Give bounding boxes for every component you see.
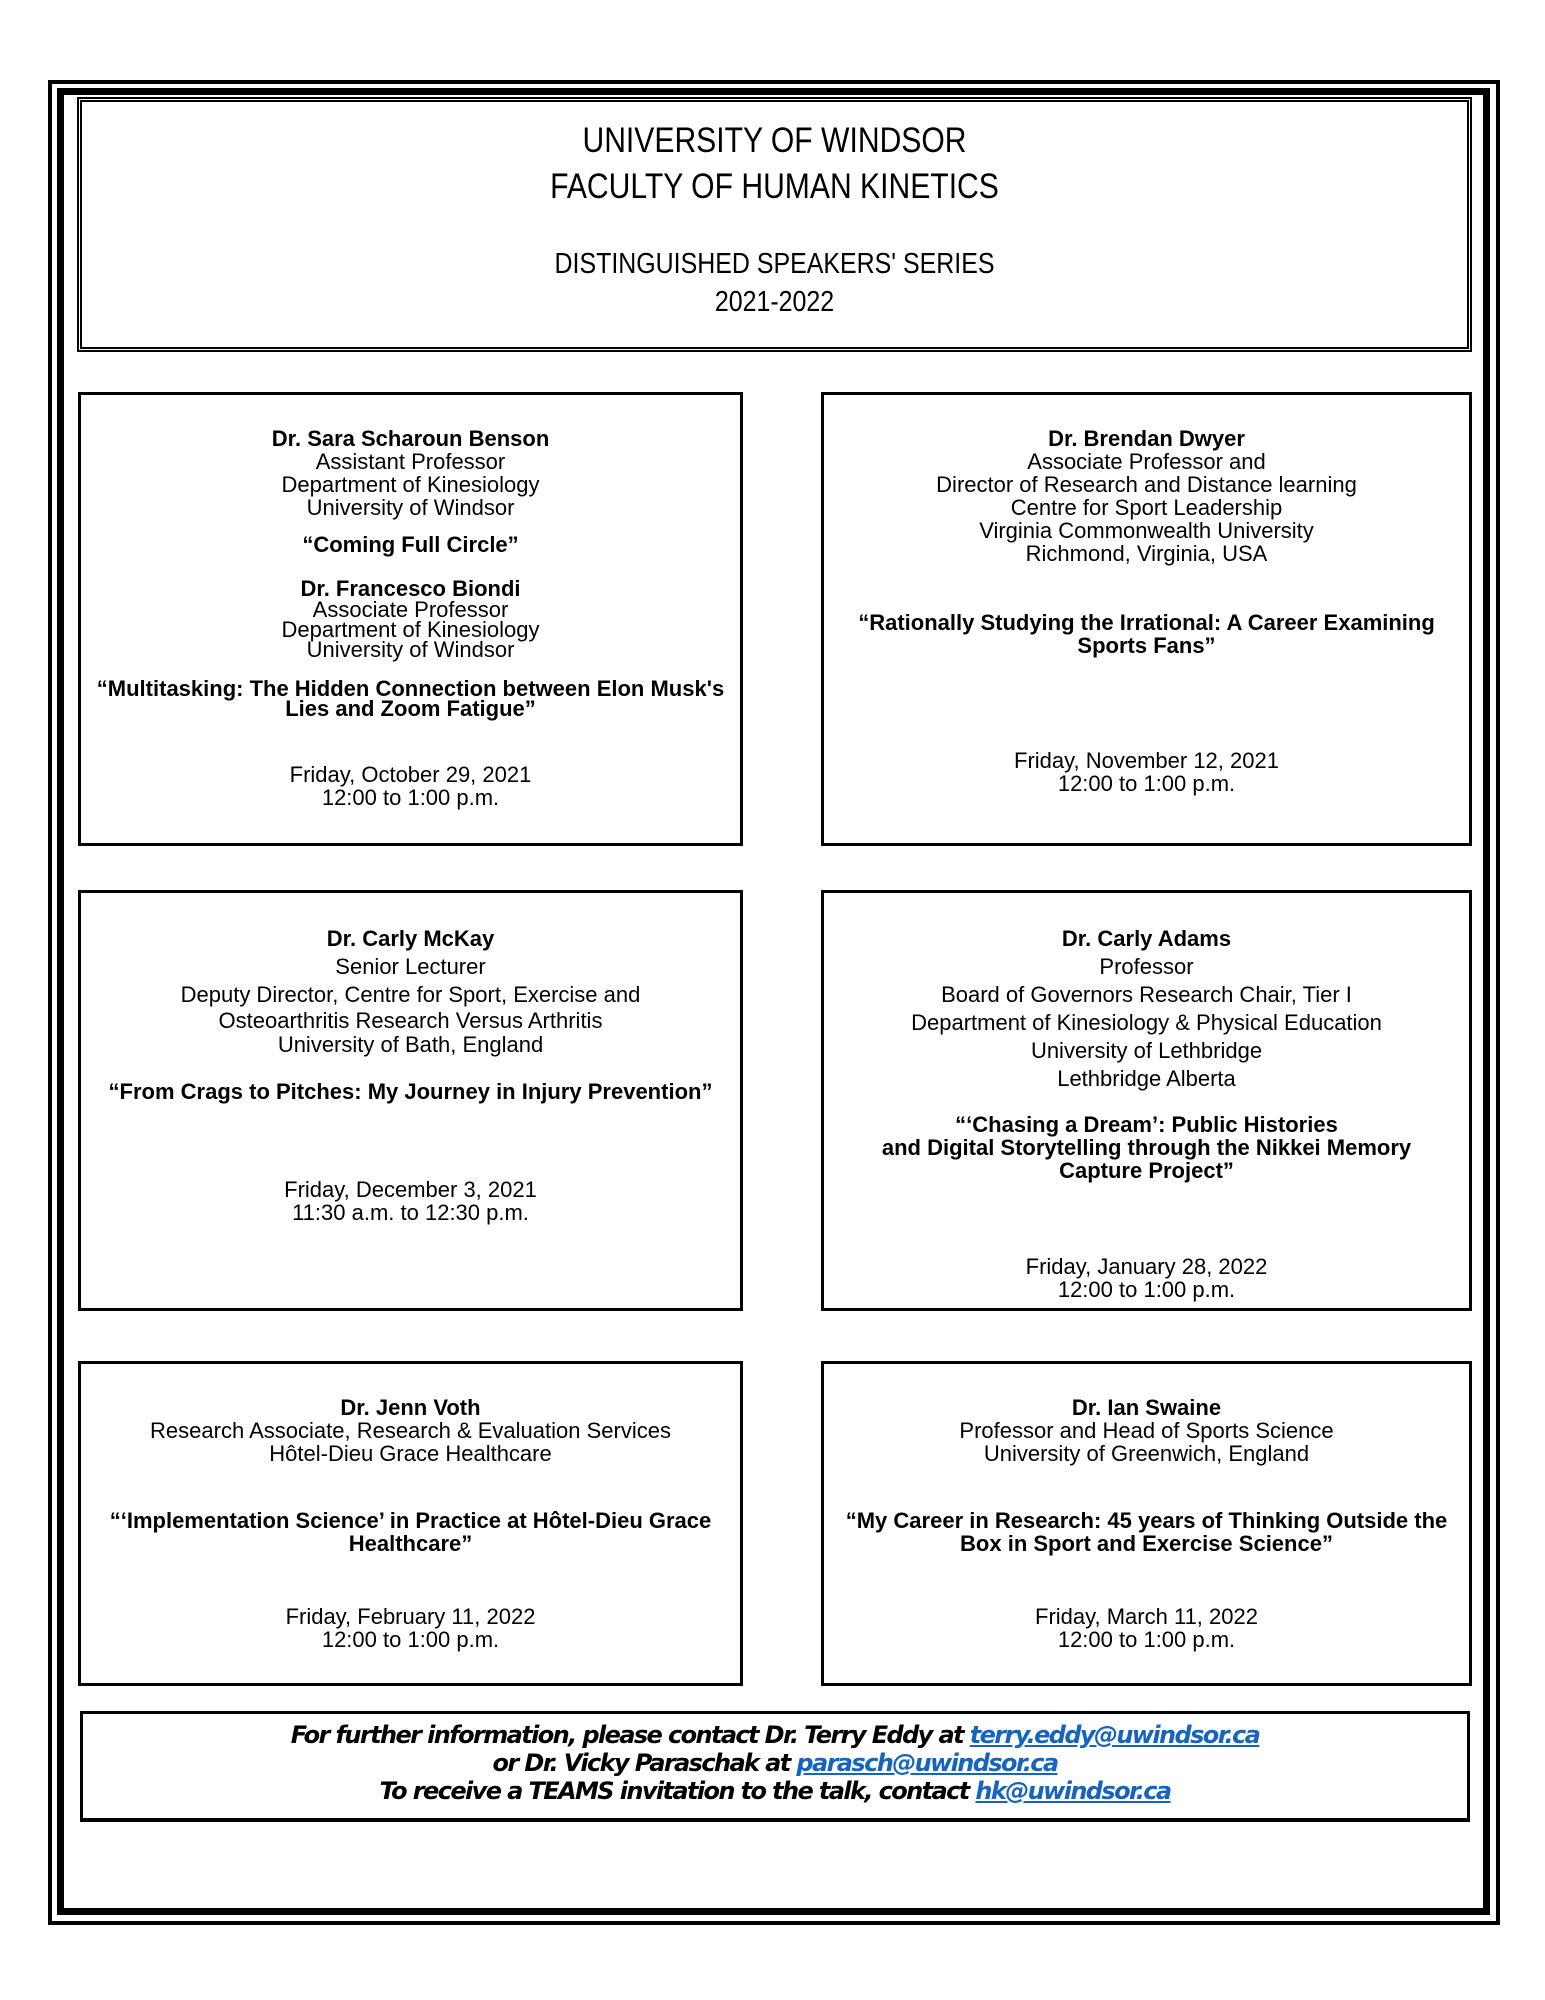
talk-title: [824, 611, 1469, 657]
speaker-affiliation: Osteoarthritis Research Versus Arthritis: [218, 1008, 603, 1033]
event-datetime: [824, 749, 1469, 795]
speaker-affiliation: Research Associate, Research & Evaluation Services: [150, 1418, 671, 1443]
event-date: Friday, February 11, 2022: [285, 1604, 536, 1629]
talk-title-line: Healthcare”: [348, 1531, 473, 1556]
speaker-affiliation: University of Windsor: [306, 637, 515, 662]
talk-title-line: “Coming Full Circle”: [302, 532, 519, 557]
talk-title-line: and Digital Storytelling through the Nikkei Memory: [881, 1135, 1412, 1160]
speaker-affiliation: Department of Kinesiology: [281, 617, 540, 642]
speaker-affiliation: Virginia Commonwealth University: [979, 518, 1314, 543]
speaker-affiliation: Senior Lecturer: [335, 954, 486, 979]
speaker-affiliation: University of Bath, England: [277, 1032, 544, 1057]
email-link-hk[interactable]: hk@uwindsor.ca: [975, 1777, 1171, 1805]
event-datetime: [81, 1605, 740, 1651]
header-institution: [179, 118, 1370, 210]
speaker-name: Dr. Sara Scharoun Benson: [271, 426, 550, 451]
event-time: 11:30 a.m. to 12:30 p.m.: [292, 1200, 529, 1225]
event-card: [821, 392, 1472, 846]
speaker-block: [81, 577, 740, 660]
speaker-name: Dr. Ian Swaine: [1071, 1395, 1222, 1420]
speaker-name: Dr. Carly Adams: [1061, 926, 1232, 951]
speaker-block: [81, 1396, 740, 1465]
speaker-block: [824, 925, 1469, 1093]
speaker-affiliation: Professor: [1099, 954, 1194, 979]
speaker-affiliation: Richmond, Virginia, USA: [1025, 541, 1268, 566]
speaker-affiliation: Department of Kinesiology: [281, 472, 540, 497]
speaker-name: Dr. Carly McKay: [326, 926, 495, 951]
event-date: Friday, November 12, 2021: [1014, 748, 1279, 773]
talk-title-line: “‘Chasing a Dream’: Public Histories: [955, 1112, 1338, 1137]
event-datetime: [824, 1605, 1469, 1651]
talk-title: [81, 1509, 740, 1555]
event-date: Friday, October 29, 2021: [289, 762, 532, 787]
talk-title-line: Capture Project”: [1059, 1158, 1234, 1183]
event-card: [821, 890, 1472, 1311]
contact-line: [83, 1721, 1467, 1749]
speaker-name: Dr. Brendan Dwyer: [1048, 426, 1245, 451]
talk-title-line: “From Crags to Pitches: My Journey in Injury Prevention”: [108, 1079, 713, 1104]
page-header: [77, 97, 1472, 352]
talk-title: [81, 1080, 740, 1103]
speaker-block: [824, 1396, 1469, 1465]
talk-title-line: Sports Fans”: [1077, 633, 1216, 658]
speaker-affiliation: Department of Kinesiology & Physical Education: [911, 1010, 1382, 1035]
speaker-affiliation: Associate Professor and: [1027, 449, 1266, 474]
talk-title-line: “‘Implementation Science’ in Practice at Hôtel-Dieu Grace: [109, 1508, 712, 1533]
event-datetime: [81, 763, 740, 809]
speaker-affiliation: Hôtel-Dieu Grace Healthcare: [269, 1441, 552, 1466]
talk-title: [81, 676, 740, 721]
event-card: [821, 1361, 1472, 1686]
event-time: 12:00 to 1:00 p.m.: [321, 1627, 500, 1652]
event-time: 12:00 to 1:00 p.m.: [1057, 1277, 1236, 1302]
event-time: 12:00 to 1:00 p.m.: [1057, 1627, 1236, 1652]
speaker-affiliation: Lethbridge Alberta: [1057, 1066, 1236, 1091]
contact-text: For further information, please contact Dr. Terry Eddy at: [290, 1721, 970, 1749]
event-card: [78, 890, 743, 1311]
contact-line: [83, 1749, 1467, 1777]
contact-line: [83, 1777, 1467, 1805]
speaker-name: Dr. Francesco Biondi: [300, 576, 521, 601]
contact-box: [80, 1711, 1470, 1822]
email-link-terry-eddy[interactable]: terry.eddy@uwindsor.ca: [969, 1721, 1260, 1749]
speaker-affiliation: Deputy Director, Centre for Sport, Exercise and: [180, 982, 641, 1007]
speaker-affiliation: Assistant Professor: [315, 449, 506, 474]
speaker-affiliation: Professor and Head of Sports Science: [959, 1418, 1334, 1443]
email-link-parasch[interactable]: parasch@uwindsor.ca: [796, 1749, 1058, 1777]
talk-title: [81, 533, 740, 556]
talk-title-line: “My Career in Research: 45 years of Thinking Outside the: [845, 1508, 1448, 1533]
speaker-block: [81, 925, 740, 1057]
header-series: [179, 245, 1370, 321]
speaker-affiliation: Associate Professor: [312, 597, 509, 622]
series-year: 2021-2022: [714, 286, 835, 318]
university-name: UNIVERSITY OF WINDSOR: [582, 121, 967, 160]
talk-title: [824, 1509, 1469, 1555]
talk-title: [824, 1113, 1469, 1182]
speaker-affiliation: Director of Research and Distance learning: [936, 472, 1357, 497]
speaker-block: [824, 427, 1469, 565]
contact-text: or Dr. Vicky Paraschak at: [492, 1749, 797, 1777]
faculty-name: FACULTY OF HUMAN KINETICS: [550, 167, 999, 206]
contact-text: To receive a TEAMS invitation to the talk, contact: [379, 1777, 976, 1805]
speaker-affiliation: University of Greenwich, England: [983, 1441, 1310, 1466]
event-date: Friday, December 3, 2021: [284, 1177, 537, 1202]
talk-title-line: Lies and Zoom Fatigue”: [285, 696, 536, 721]
talk-title-line: “Rationally Studying the Irrational: A Career Examining: [858, 610, 1435, 635]
speaker-name: Dr. Jenn Voth: [340, 1395, 481, 1420]
speaker-affiliation: Centre for Sport Leadership: [1010, 495, 1283, 520]
event-datetime: [81, 1178, 740, 1224]
event-date: Friday, January 28, 2022: [1025, 1254, 1268, 1279]
speaker-affiliation: Board of Governors Research Chair, Tier I: [941, 982, 1352, 1007]
event-time: 12:00 to 1:00 p.m.: [1057, 771, 1236, 796]
series-title: DISTINGUISHED SPEAKERS' SERIES: [554, 248, 995, 280]
event-card: [78, 392, 743, 846]
speaker-affiliation: University of Lethbridge: [1030, 1038, 1263, 1063]
event-date: Friday, March 11, 2022: [1035, 1604, 1258, 1629]
talk-title-line: “Multitasking: The Hidden Connection between Elon Musk's: [96, 676, 725, 701]
event-datetime: [824, 1255, 1469, 1301]
speaker-affiliation: University of Windsor: [306, 495, 515, 520]
speaker-block: [81, 427, 740, 519]
event-time: 12:00 to 1:00 p.m.: [321, 785, 500, 810]
talk-title-line: Box in Sport and Exercise Science”: [960, 1531, 1333, 1556]
event-card: [78, 1361, 743, 1686]
